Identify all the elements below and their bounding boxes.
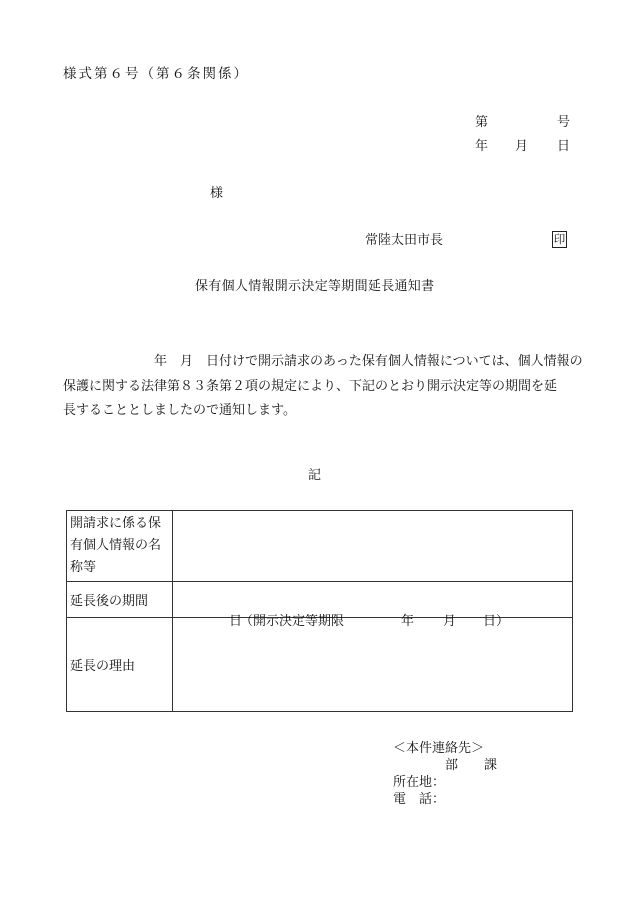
date-day: 日 <box>557 139 571 154</box>
extended-period-label: 延長後の期間 <box>67 582 173 618</box>
body-line-1: 年 月 日付けで開示請求のあった保有個人情報については、個人情報の <box>63 354 583 369</box>
contact-phone-label: 電 話： <box>393 792 446 807</box>
requested-info-label-line-1: 開請求に係る保 <box>70 516 162 531</box>
table-row <box>67 511 573 582</box>
extended-period-value[interactable] <box>173 582 573 629</box>
period-deadline-year: 年 <box>401 613 415 629</box>
requested-info-label <box>67 511 173 582</box>
document-number-prefix: 第 <box>475 115 489 130</box>
contact-block <box>393 740 497 808</box>
seal-stamp: 印 <box>552 231 567 248</box>
date-year: 年 <box>475 139 489 154</box>
document-title: 保有個人情報開示決定等期間延長通知書 <box>195 279 435 294</box>
ki-heading: 記 <box>308 468 322 483</box>
period-day-unit: 日 <box>229 613 243 629</box>
body-line-3: 長することとしましたので通知します。 <box>63 403 296 418</box>
extension-reason-label: 延長の理由 <box>67 618 173 712</box>
contact-heading: ＜本件連絡先＞ <box>393 741 485 756</box>
requested-info-label-line-2: 有個人情報の名 <box>70 538 162 553</box>
requested-info-value[interactable] <box>173 511 573 582</box>
notice-body <box>63 350 583 424</box>
form-number-label: 様式第６号（第６条関係） <box>63 66 249 82</box>
requested-info-label-line-3: 称等 <box>70 560 97 575</box>
details-table <box>66 510 573 712</box>
contact-department: 部 課 <box>393 758 498 773</box>
extension-reason-value[interactable] <box>173 618 573 712</box>
period-deadline-month: 月 <box>443 613 457 629</box>
contact-address-label: 所在地： <box>393 775 446 790</box>
period-deadline-day: 日） <box>483 613 510 629</box>
table-row <box>67 618 573 712</box>
sender-name: 常陸太田市長 <box>365 233 444 248</box>
period-deadline-label: （開示決定等期限 <box>240 613 345 629</box>
document-number-suffix: 号 <box>557 115 571 130</box>
body-line-2: 保護に関する法律第８３条第２項の規定により、下記のとおり開示決定等の期間を延 <box>63 378 558 394</box>
table-row <box>67 582 573 618</box>
addressee-honorific: 様 <box>210 186 224 201</box>
date-month: 月 <box>515 139 529 154</box>
